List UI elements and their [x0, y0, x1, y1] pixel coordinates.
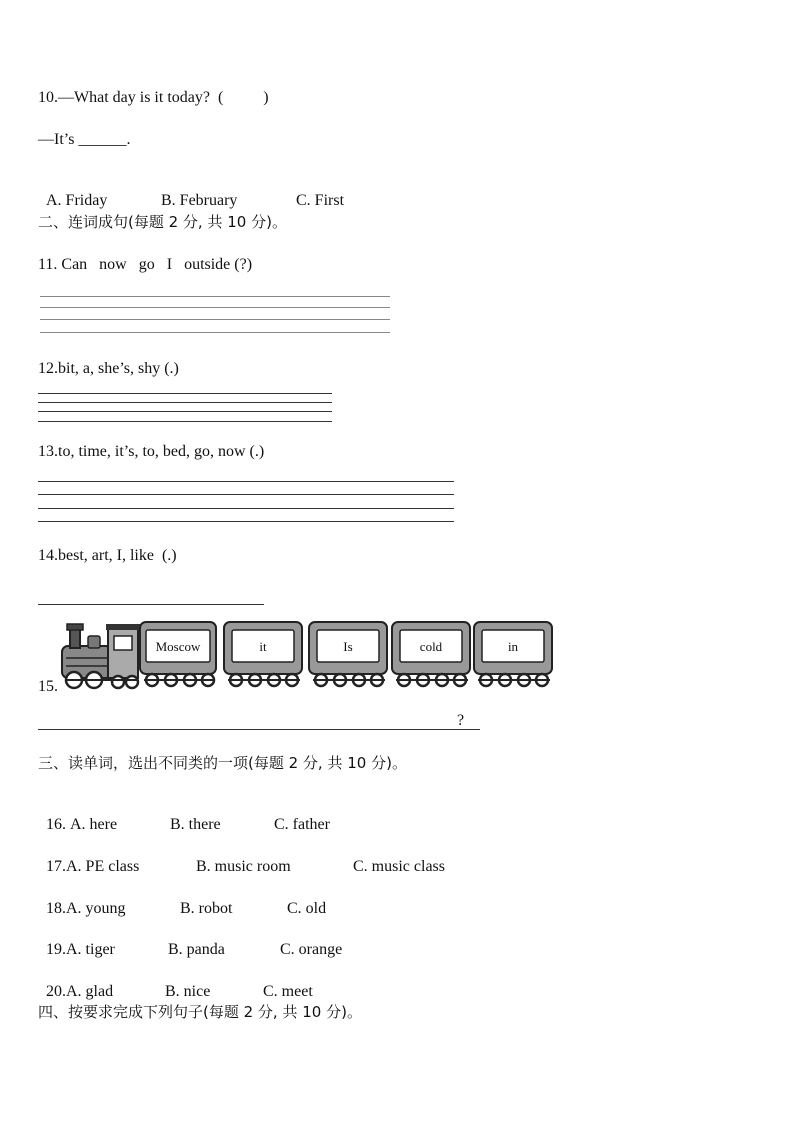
wagon: [140, 622, 216, 686]
q12-writing-line-3[interactable]: [38, 411, 332, 412]
q19-option-b[interactable]: B. panda: [168, 941, 225, 958]
q18-option-c[interactable]: C. old: [287, 900, 327, 917]
train-illustration: [60, 618, 560, 692]
q14-writing-line[interactable]: [38, 604, 264, 605]
q17-option-c[interactable]: C. music class: [353, 858, 445, 875]
q18-row: [38, 879, 326, 919]
wagon-word: it: [259, 639, 267, 654]
q15-number: 15.: [38, 678, 58, 695]
q19-option-a[interactable]: A. tiger: [66, 941, 115, 958]
q10-option-a[interactable]: A. Friday: [46, 192, 108, 209]
q15-writing-line[interactable]: [38, 729, 480, 730]
q12-writing-line-1[interactable]: [38, 393, 332, 394]
section4-heading: 四、按要求完成下列句子(每题 2 分, 共 10 分)。: [38, 1003, 362, 1021]
q19-row: [38, 920, 342, 960]
q16-option-c[interactable]: C. father: [274, 816, 330, 833]
q20-option-c[interactable]: C. meet: [263, 983, 313, 1000]
q13-writing-line-4[interactable]: [38, 521, 454, 522]
q16-number: 16.: [46, 816, 66, 833]
q16-option-b[interactable]: B. there: [170, 816, 221, 833]
section2-heading: 二、连词成句(每题 2 分, 共 10 分)。: [38, 213, 287, 231]
wagon: [224, 622, 302, 686]
q18-option-b[interactable]: B. robot: [180, 900, 233, 917]
q20-option-b[interactable]: B. nice: [165, 983, 211, 1000]
q11-writing-line-4[interactable]: [40, 332, 390, 333]
q10-options: [38, 171, 344, 211]
section3-heading: 三、读单词，选出不同类的一项(每题 2 分, 共 10 分)。: [38, 754, 407, 772]
q20-row: [38, 962, 313, 1002]
q11-prompt: 11. Can now go I outside (?): [38, 256, 253, 273]
q15-end-mark: ?: [457, 712, 465, 729]
wagon-word: cold: [419, 639, 443, 654]
q17-option-b[interactable]: B. music room: [196, 858, 291, 875]
q16-option-a[interactable]: A. here: [70, 816, 118, 833]
q13-writing-line-1[interactable]: [38, 481, 454, 482]
q13-prompt: 13.to, time, it’s, to, bed, go, now (.): [38, 443, 265, 460]
q10-stem: 10.—What day is it today? ( ): [38, 89, 269, 106]
q12-writing-line-2[interactable]: [38, 402, 332, 403]
q19-number: 19.: [46, 941, 66, 958]
q11-writing-line-3[interactable]: [40, 319, 390, 320]
q17-option-a[interactable]: A. PE class: [66, 858, 140, 875]
q19-option-c[interactable]: C. orange: [280, 941, 343, 958]
q12-prompt: 12.bit, a, she’s, shy (.): [38, 360, 179, 377]
q17-number: 17.: [46, 858, 66, 875]
wagon: [309, 622, 387, 686]
q18-option-a[interactable]: A. young: [66, 900, 126, 917]
q18-number: 18.: [46, 900, 66, 917]
q13-writing-line-3[interactable]: [38, 508, 454, 509]
wagon-word: Moscow: [155, 639, 201, 654]
wagon: [474, 622, 552, 686]
q14-prompt: 14.best, art, I, like (.): [38, 547, 177, 564]
q10-option-c[interactable]: C. First: [296, 192, 345, 209]
q13-writing-line-2[interactable]: [38, 494, 454, 495]
q10-answer-line: —It’s ______.: [38, 131, 131, 148]
wagon: [392, 622, 470, 686]
q12-writing-line-4[interactable]: [38, 421, 332, 422]
q16-row: [38, 795, 330, 835]
q17-row: [38, 837, 445, 877]
q11-writing-line-2[interactable]: [40, 307, 390, 308]
wagon-word: Is: [343, 639, 353, 654]
locomotive-icon: [62, 624, 140, 688]
wagon-word: in: [507, 639, 519, 654]
q10-option-b[interactable]: B. February: [161, 192, 238, 209]
q20-number: 20.: [46, 983, 66, 1000]
q11-writing-line-1[interactable]: [40, 296, 390, 297]
q20-option-a[interactable]: A. glad: [66, 983, 114, 1000]
